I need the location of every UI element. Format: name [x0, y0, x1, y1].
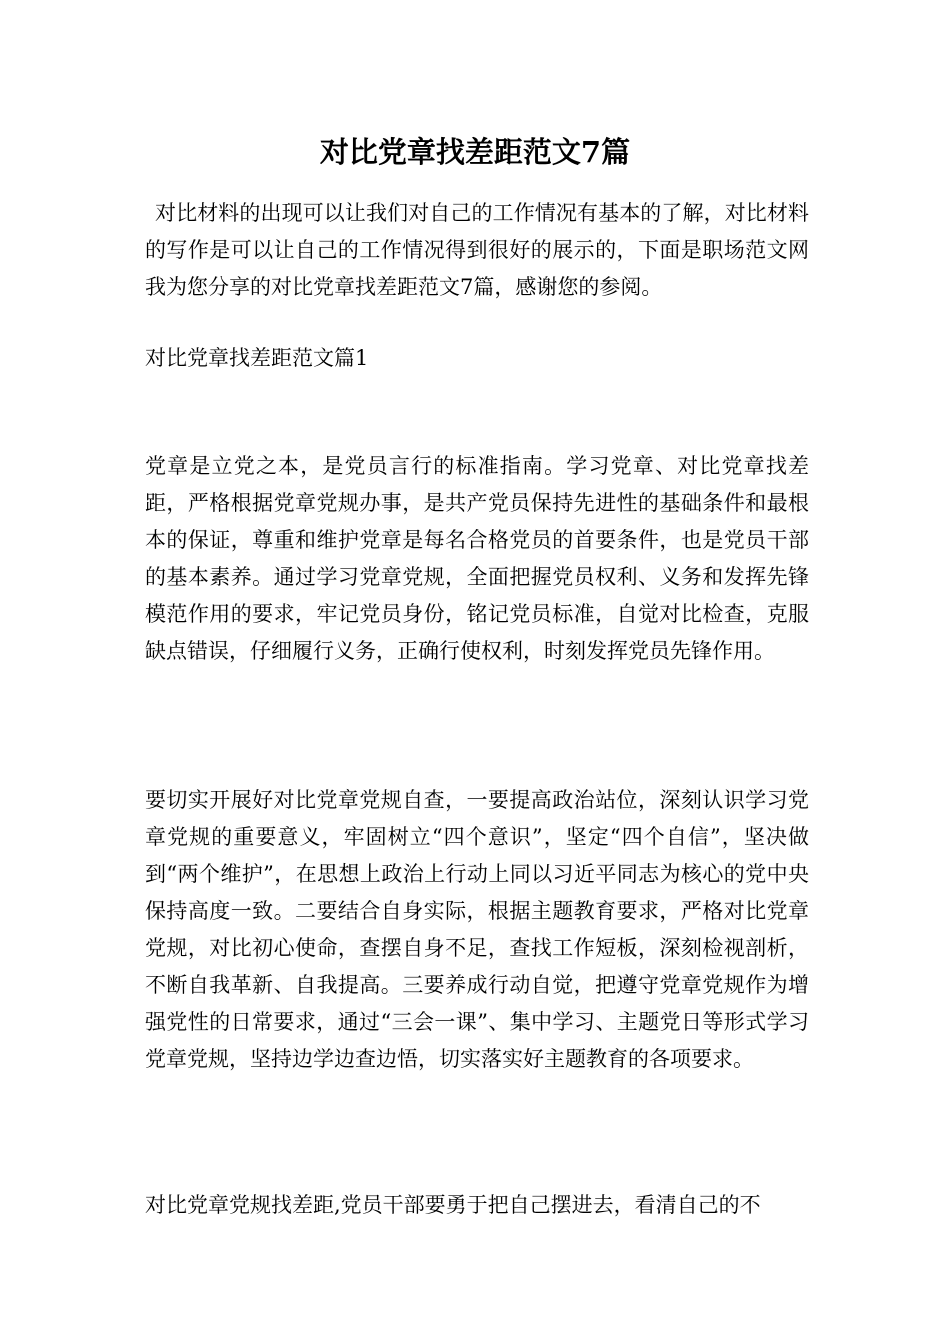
section-heading: 对比党章找差距范文篇1: [145, 346, 369, 370]
body-paragraph: 对比党章党规找差距,党员干部要勇于把自己摆进去，看清自己的不: [145, 1193, 761, 1217]
intro-paragraph: 对比材料的出现可以让我们对自己的工作情况有基本的了解，对比材料的写作是可以让自己的工作情况得到很好的展示的，下面是职场范文网我为您分享的对比党章找差距范文7篇，感谢您的参阅。: [145, 201, 809, 299]
document-title: 对比党章找差距范文7篇: [319, 135, 631, 169]
body-paragraph: 要切实开展好对比党章党规自查，一要提高政治站位，深刻认识学习党章党规的重要意义，牢固树立“四个意识”，坚定“四个自信”，坚决做到“两个维护”，在思想上政治上行动上同以习近平同志为核心的党中央保持高度一致。二要结合自身实际，根据主题教育要求，严格对比党章党规，对比初心使命，查摆自身不足，查找工作短板，深刻检视剖析，不断自我革新、自我提高。三要养成行动自觉，把遵守党章党规作为增强党性的日常要求，通过“三会一课”、集中学习、主题党日等形式学习党章党规，坚持边学边查边悟，切实落实好主题教育的各项要求。: [145, 788, 809, 1071]
body-paragraph: 党章是立党之本，是党员言行的标准指南。学习党章、对比党章找差距，严格根据党章党规办事，是共产党员保持先进性的基础条件和最根本的保证，尊重和维护党章是每名合格党员的首要条件，也是党员干部的基本素养。通过学习党章党规，全面把握党员权利、义务和发挥先锋模范作用的要求，牢记党员身份，铭记党员标准，自觉对比检查，克服缺点错误，仔细履行义务，正确行使权利，时刻发挥党员先锋作用。: [145, 454, 809, 663]
